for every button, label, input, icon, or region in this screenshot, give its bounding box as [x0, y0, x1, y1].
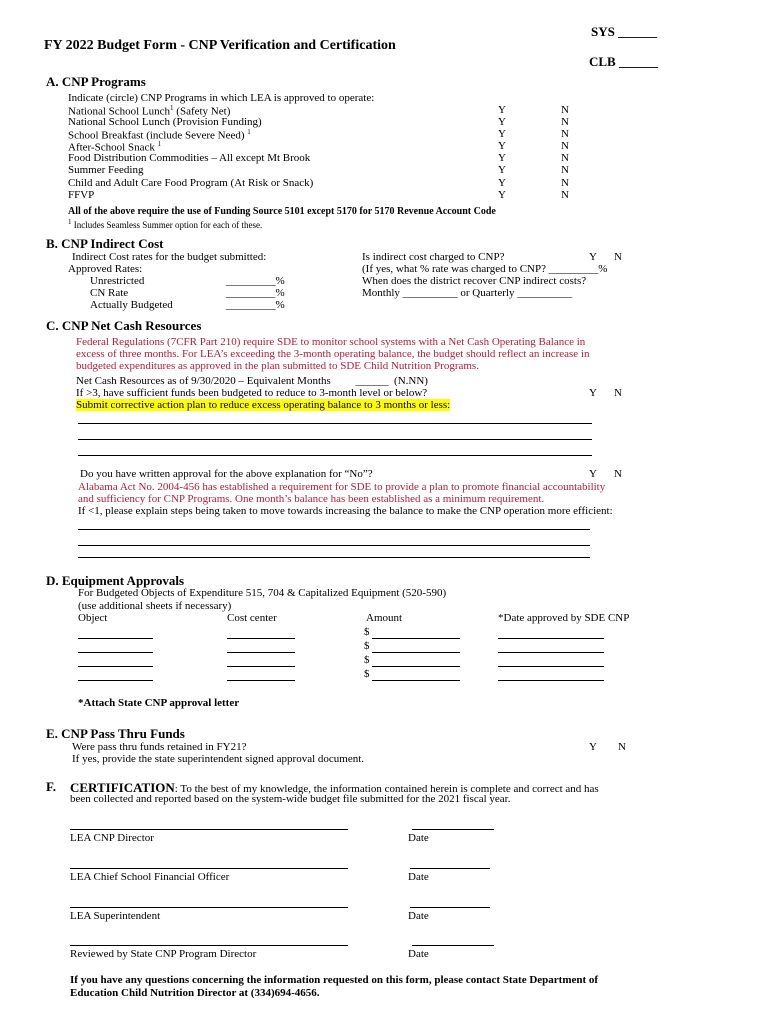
pass-thru-question: Were pass thru funds retained in FY21?: [72, 741, 247, 753]
dollar-sign: $: [364, 668, 370, 680]
certification-text: been collected and reported based on the system-wide budget file submitted for the 2021 fiscal year.: [70, 793, 511, 805]
signature-role: Reviewed by State CNP Program Director: [70, 948, 257, 960]
signature-role: LEA Superintendent: [70, 910, 161, 922]
funding-source-note: All of the above require the use of Funding Source 5101 except 5170 for 5170 Revenue Account Code: [68, 206, 496, 217]
sufficient-funds-question: If >3, have sufficient funds been budgeted to reduce to 3-month level or below?: [76, 387, 428, 399]
yes-option[interactable]: Y: [498, 128, 506, 140]
regulation-text: excess of three months. For LEA’s exceeding the 3-month operating balance, the budget should reflect an increase in: [76, 348, 590, 360]
rate-input[interactable]: _________%: [226, 287, 285, 299]
yes-option[interactable]: Y: [589, 741, 597, 753]
date-input[interactable]: [498, 666, 604, 667]
signature-role: LEA CNP Director: [70, 832, 154, 844]
col-date-approved: *Date approved by SDE CNP: [498, 612, 630, 624]
rate-input[interactable]: _________%: [226, 299, 285, 311]
no-option[interactable]: N: [561, 152, 569, 164]
date-line[interactable]: [412, 829, 494, 830]
program-row: National School Lunch (Provision Funding): [68, 116, 262, 128]
regulation-text: Federal Regulations (7CFR Part 210) require SDE to monitor school systems with a Net Cash Operating Balance in: [76, 336, 586, 348]
amount-input[interactable]: [372, 652, 460, 653]
sys-field[interactable]: SYS ______: [591, 24, 658, 39]
alabama-act-text: and sufficiency for CNP Programs. One month’s balance has been established as a minimum requirement.: [78, 493, 545, 505]
rate-input[interactable]: _________%: [226, 275, 285, 287]
cost-center-input[interactable]: [227, 652, 295, 653]
footnote: $^1$ Includes Seamless Summer option for each of these.: [68, 218, 263, 230]
answer-line[interactable]: [78, 545, 590, 546]
object-input[interactable]: [78, 638, 153, 639]
col-object: Object: [78, 612, 108, 624]
program-row: Summer Feeding: [68, 164, 144, 176]
section-e-heading: E. CNP Pass Thru Funds: [46, 726, 185, 741]
object-input[interactable]: [78, 666, 153, 667]
date-label: Date: [408, 871, 429, 883]
indirect-charged-question: Is indirect cost charged to CNP?: [362, 251, 505, 263]
explain-steps-prompt: If <1, please explain steps being taken to move towards increasing the balance to make the CNP operation more efficient:: [78, 505, 613, 517]
contact-note: If you have any questions concerning the information requested on this form, please contact State Department of: [70, 974, 599, 986]
yes-option[interactable]: Y: [498, 164, 506, 176]
amount-input[interactable]: [372, 666, 460, 667]
cost-center-input[interactable]: [227, 680, 295, 681]
signature-line[interactable]: [70, 829, 348, 830]
clb-field[interactable]: CLB ______: [589, 54, 658, 69]
signature-line[interactable]: [70, 868, 348, 869]
date-input[interactable]: [498, 652, 604, 653]
amount-input[interactable]: [372, 680, 460, 681]
section-d-heading: D. Equipment Approvals: [46, 573, 185, 588]
yes-option[interactable]: Y: [498, 104, 506, 116]
date-line[interactable]: [410, 907, 490, 908]
yes-option[interactable]: Y: [498, 177, 506, 189]
answer-line[interactable]: [78, 455, 592, 456]
program-row: After-School Snack $^1$: [68, 140, 162, 154]
no-option[interactable]: N: [614, 468, 622, 480]
section-a-heading: A. CNP Programs: [46, 74, 146, 89]
expenditure-label: For Budgeted Objects of Expenditure 515, 704 & Capitalized Equipment (520-590): [78, 587, 447, 599]
date-label: Date: [408, 948, 429, 960]
yes-option[interactable]: Y: [498, 189, 506, 201]
rate-label: Actually Budgeted: [90, 299, 173, 311]
yes-option[interactable]: Y: [589, 468, 597, 480]
yes-option[interactable]: Y: [498, 152, 506, 164]
no-option[interactable]: N: [618, 741, 626, 753]
no-option[interactable]: N: [561, 164, 569, 176]
signature-role: LEA Chief School Financial Officer: [70, 871, 230, 883]
no-option[interactable]: N: [614, 251, 622, 263]
answer-line[interactable]: [78, 529, 590, 530]
indirect-cost-label: Indirect Cost rates for the budget submitted:: [72, 251, 267, 263]
answer-line[interactable]: [78, 557, 590, 558]
rate-label: CN Rate: [90, 287, 129, 299]
regulation-text: budgeted expenditures as approved in the plan submitted to SDE Child Nutrition Programs.: [76, 360, 479, 372]
additional-sheets-note: (use additional sheets if necessary): [78, 600, 232, 612]
program-row: School Breakfast (include Severe Need) $^1$: [68, 128, 251, 142]
date-line[interactable]: [412, 945, 494, 946]
section-b-heading: B. CNP Indirect Cost: [46, 236, 164, 251]
no-option[interactable]: N: [614, 387, 622, 399]
certification-heading: CERTIFICATION: [70, 780, 175, 795]
no-option[interactable]: N: [561, 128, 569, 140]
section-a-intro: Indicate (circle) CNP Programs in which LEA is approved to operate:: [68, 92, 375, 104]
yes-option[interactable]: Y: [589, 387, 597, 399]
amount-input[interactable]: [372, 638, 460, 639]
yes-option[interactable]: Y: [498, 116, 506, 128]
alabama-act-text: Alabama Act No. 2004-456 has established a requirement for SDE to provide a plan to promote financial accountability: [78, 481, 606, 493]
certification-text: CERTIFICATION: To the best of my knowledge, the information contained herein is complete and correct and has: [70, 780, 599, 795]
contact-note: Education Child Nutrition Director at (334)694-4656.: [70, 987, 320, 999]
program-row: Food Distribution Commodities – All except Mt Brook: [68, 152, 311, 164]
date-label: Date: [408, 832, 429, 844]
rate-charged-field[interactable]: (If yes, what % rate was charged to CNP? _________%: [362, 263, 608, 275]
answer-line[interactable]: [78, 423, 592, 424]
date-input[interactable]: [498, 680, 604, 681]
object-input[interactable]: [78, 680, 153, 681]
date-line[interactable]: [410, 868, 490, 869]
form-title: FY 2022 Budget Form - CNP Verification and Certification: [44, 38, 396, 53]
no-option[interactable]: N: [561, 140, 569, 152]
signature-line[interactable]: [70, 907, 348, 908]
cost-center-input[interactable]: [227, 666, 295, 667]
approval-document-note: If yes, provide the state superintendent signed approval document.: [72, 753, 365, 765]
col-cost-center: Cost center: [227, 612, 277, 624]
answer-line[interactable]: [78, 439, 592, 440]
rate-label: Unrestricted: [90, 275, 145, 287]
yes-option[interactable]: Y: [589, 251, 597, 263]
no-option[interactable]: N: [561, 104, 569, 116]
monthly-quarterly-field[interactable]: Monthly __________ or Quarterly __________: [362, 287, 573, 299]
written-approval-question: Do you have written approval for the above explanation for “No”?: [80, 468, 373, 480]
section-c-heading: C. CNP Net Cash Resources: [46, 318, 202, 333]
program-row: National School Lunch$^1$ (Safety Net): [68, 104, 231, 118]
date-input[interactable]: [498, 638, 604, 639]
program-row: Child and Adult Care Food Program (At Risk or Snack): [68, 177, 314, 189]
approved-rates-label: Approved Rates:: [68, 263, 143, 275]
dollar-sign: $: [364, 640, 370, 652]
no-option[interactable]: N: [561, 116, 569, 128]
col-amount: Amount: [366, 612, 403, 624]
net-cash-field[interactable]: Net Cash Resources as of 9/30/2020 – Equivalent Months ______ (N.NN): [76, 375, 428, 387]
program-row: FFVP: [68, 189, 95, 201]
no-option[interactable]: N: [561, 189, 569, 201]
dollar-sign: $: [364, 626, 370, 638]
corrective-action-prompt: Submit corrective action plan to reduce excess operating balance to 3 months or less:: [76, 399, 451, 411]
recover-question: When does the district recover CNP indirect costs?: [362, 275, 587, 287]
date-label: Date: [408, 910, 429, 922]
dollar-sign: $: [364, 654, 370, 666]
object-input[interactable]: [78, 652, 153, 653]
cost-center-input[interactable]: [227, 638, 295, 639]
section-f-label: F.: [46, 779, 56, 794]
signature-line[interactable]: [70, 945, 348, 946]
no-option[interactable]: N: [561, 177, 569, 189]
yes-option[interactable]: Y: [498, 140, 506, 152]
attach-letter-note: *Attach State CNP approval letter: [78, 697, 240, 709]
